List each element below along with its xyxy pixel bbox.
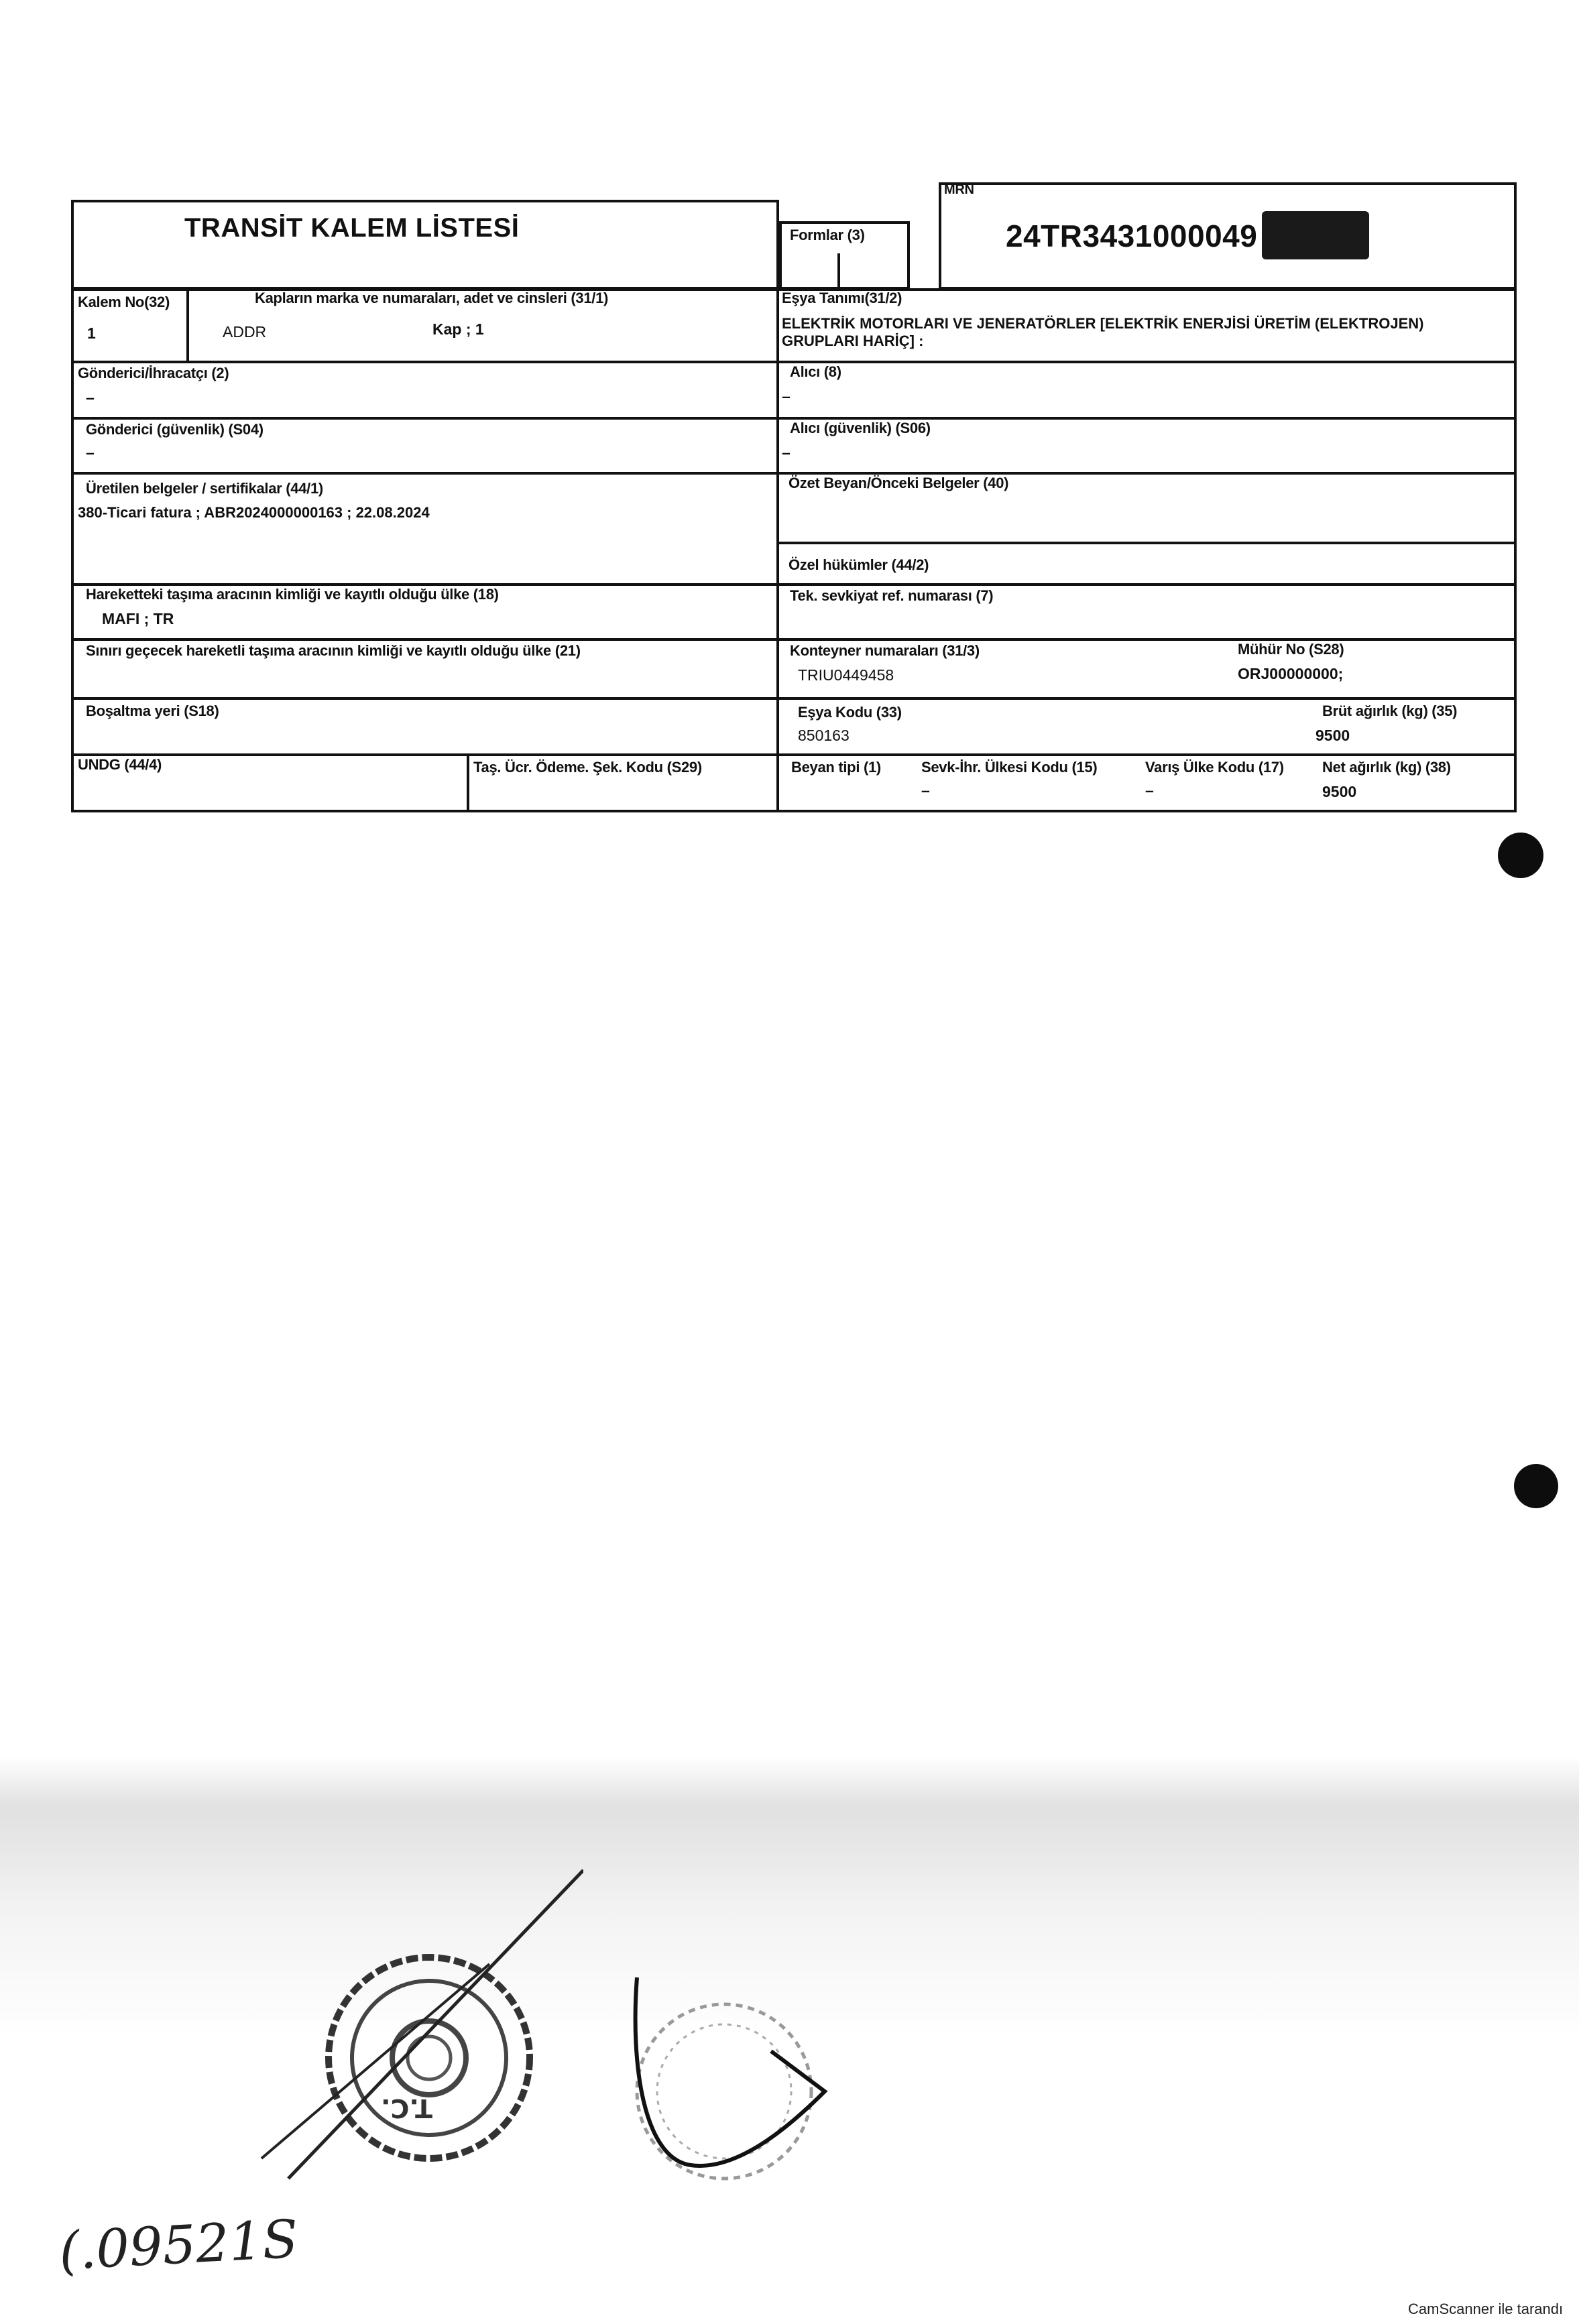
net-agirlik-label: Net ağırlık (kg) (38) [1322, 759, 1451, 776]
row-divider [776, 542, 1517, 544]
beyan-tipi-label: Beyan tipi (1) [791, 759, 881, 776]
punch-hole [1514, 1464, 1558, 1508]
mrn-value: 24TR3431000049 [1006, 219, 1258, 253]
undg-label: UNDG (44/4) [78, 756, 162, 773]
kaplar-label: Kapların marka ve numaraları, adet ve cinsleri (31/1) [255, 290, 609, 306]
net-agirlik-value: 9500 [1322, 783, 1357, 800]
hareketteki-arac-label: Hareketteki taşıma aracının kimliği ve kayıtlı olduğu ülke (18) [86, 586, 499, 603]
sinir-arac-label: Sınırı geçecek hareketli taşıma aracının kimliği ve kayıtlı olduğu ülke (21) [86, 642, 581, 659]
customs-stamp [235, 1863, 583, 2212]
alici-label: Alıcı (8) [790, 363, 841, 380]
alici-value: – [782, 387, 791, 405]
mrn-redaction [1262, 211, 1369, 259]
camscanner-footer: CamScanner ile tarandı [1408, 2301, 1564, 2317]
gonderici-guvenlik-value: – [86, 444, 95, 461]
brut-agirlik-label: Brüt ağırlık (kg) (35) [1322, 702, 1458, 719]
sevk-ihr-ulke-value: – [921, 782, 930, 799]
uretilen-belgeler-label: Üretilen belgeler / sertifikalar (44/1) [86, 480, 323, 497]
esya-kodu-label: Eşya Kodu (33) [798, 704, 902, 721]
muhur-value: ORJ00000000; [1238, 665, 1344, 682]
row-divider [71, 753, 1517, 756]
konteyner-label: Konteyner numaraları (31/3) [790, 642, 980, 659]
handwritten-note: (.09521S [57, 2209, 300, 2282]
muhur-label: Mühür No (S28) [1238, 641, 1344, 658]
formlar-marker [837, 253, 840, 287]
esya-tanimi-line2: GRUPLARI HARİÇ] : [782, 332, 924, 349]
row-divider [71, 697, 1517, 700]
tek-sevkiyat-label: Tek. sevkiyat ref. numarası (7) [790, 587, 994, 604]
ozel-hukumler-label: Özel hükümler (44/2) [788, 556, 929, 573]
mrn-label: MRN [944, 182, 974, 197]
sevk-ihr-ulke-label: Sevk-İhr. Ülkesi Kodu (15) [921, 759, 1098, 776]
gonderici-label: Gönderici/İhracatçı (2) [78, 365, 229, 381]
tas-ucret-label: Taş. Ücr. Ödeme. Şek. Kodu (S29) [473, 759, 702, 776]
kalem-no-value: 1 [87, 324, 96, 342]
ozet-beyan-label: Özet Beyan/Önceki Belgeler (40) [788, 475, 1009, 491]
svg-text:T.C.: T.C. [381, 2093, 432, 2123]
alici-guvenlik-label: Alıcı (güvenlik) (S06) [790, 420, 931, 436]
konteyner-value: TRIU0449458 [798, 666, 894, 684]
alici-guvenlik-value: – [782, 444, 791, 461]
brut-agirlik-value: 9500 [1315, 727, 1350, 744]
column-divider [776, 288, 779, 812]
esya-tanimi-label: Eşya Tanımı(31/2) [782, 290, 902, 306]
varis-ulke-value: – [1145, 782, 1154, 799]
formlar-label: Formlar (3) [790, 227, 865, 243]
varis-ulke-label: Varış Ülke Kodu (17) [1145, 759, 1284, 776]
uretilen-belgeler-value: 380-Ticari fatura ; ABR2024000000163 ; 22.08.2024 [78, 504, 430, 521]
gonderici-value: – [86, 389, 95, 406]
gonderici-guvenlik-label: Gönderici (güvenlik) (S04) [86, 421, 264, 438]
kaplar-marka-value: ADDR [223, 323, 267, 341]
hareketteki-arac-value: MAFI ; TR [102, 610, 174, 627]
kalem-no-label: Kalem No(32) [78, 294, 170, 310]
esya-kodu-value: 850163 [798, 727, 850, 744]
bosaltma-yeri-label: Boşaltma yeri (S18) [86, 702, 219, 719]
kaplar-kap-value: Kap ; 1 [432, 320, 484, 338]
esya-tanimi-line1: ELEKTRİK MOTORLARI VE JENERATÖRLER [ELEKTRİK ENERJİSİ ÜRETİM (ELEKTROJEN) [782, 315, 1424, 332]
column-divider [186, 288, 189, 361]
column-divider [467, 753, 469, 812]
form-title: TRANSİT KALEM LİSTESİ [184, 213, 520, 243]
date-stamp [590, 1957, 872, 2212]
punch-hole [1498, 833, 1543, 878]
